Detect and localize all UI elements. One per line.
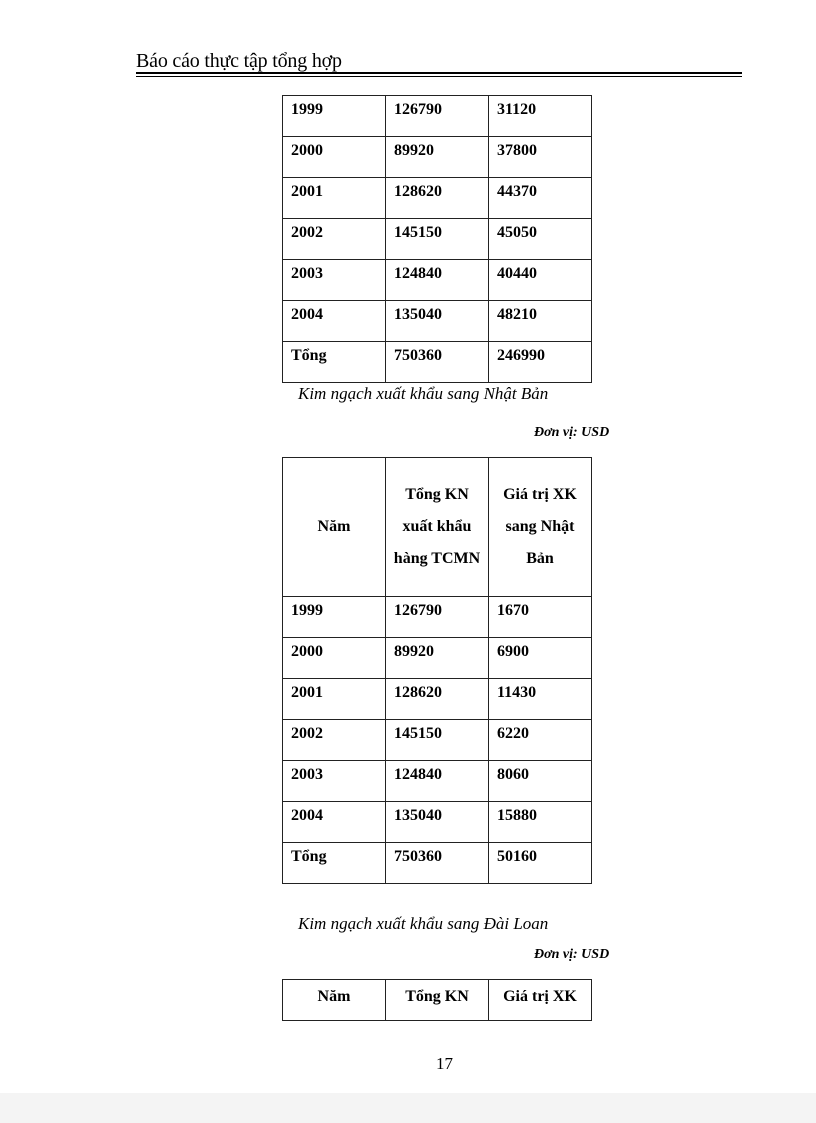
table-export-taiwan — [282, 979, 592, 1021]
table-row — [283, 137, 592, 178]
page-bottom-margin — [0, 1093, 816, 1123]
column-header-export-value: Giá trị XK — [489, 980, 592, 1021]
table-caption-japan: Kim ngạch xuất khẩu sang Nhật Bản — [298, 384, 549, 403]
unit-label: Đơn vị: USD — [534, 947, 610, 962]
total-export-cell: 750360 — [386, 843, 489, 884]
total-export-cell: 128620 — [386, 679, 489, 720]
export-value-cell: 1670 — [489, 597, 592, 638]
table-row — [283, 638, 592, 679]
export-value-cell: 31120 — [489, 96, 592, 137]
export-value-cell: 246990 — [489, 342, 592, 383]
table-header-row — [283, 980, 592, 1021]
year-cell: 2001 — [283, 679, 386, 720]
year-cell: 1999 — [283, 96, 386, 137]
column-header-total-export: Tổng KN xuất khẩu hàng TCMN — [386, 458, 489, 597]
table-row — [283, 597, 592, 638]
export-value-cell: 40440 — [489, 260, 592, 301]
unit-label: Đơn vị: USD — [534, 425, 610, 440]
table-row — [283, 761, 592, 802]
column-header-export-value: Giá trị XK sang Nhật Bản — [489, 458, 592, 597]
total-export-cell: 128620 — [386, 178, 489, 219]
table-row — [283, 178, 592, 219]
total-export-cell: 135040 — [386, 802, 489, 843]
total-export-cell: 124840 — [386, 260, 489, 301]
column-header-year: Năm — [283, 458, 386, 597]
total-export-cell: 135040 — [386, 301, 489, 342]
year-cell: 2000 — [283, 638, 386, 679]
total-export-cell: 126790 — [386, 597, 489, 638]
total-export-cell: 89920 — [386, 638, 489, 679]
total-label-cell: Tổng — [283, 342, 386, 383]
total-export-cell: 124840 — [386, 761, 489, 802]
table-row-total — [283, 843, 592, 884]
year-cell: 1999 — [283, 597, 386, 638]
page-number: 17 — [436, 1054, 453, 1073]
export-value-cell: 44370 — [489, 178, 592, 219]
table-row-total — [283, 342, 592, 383]
table-caption-taiwan: Kim ngạch xuất khẩu sang Đài Loan — [298, 914, 549, 933]
export-value-cell: 6220 — [489, 720, 592, 761]
column-header-year: Năm — [283, 980, 386, 1021]
total-export-cell: 89920 — [386, 137, 489, 178]
header-rule-thin — [136, 76, 742, 77]
total-export-cell: 750360 — [386, 342, 489, 383]
year-cell: 2003 — [283, 260, 386, 301]
total-export-cell: 145150 — [386, 219, 489, 260]
export-value-cell: 45050 — [489, 219, 592, 260]
table-row — [283, 260, 592, 301]
table-export-japan — [282, 457, 592, 884]
export-value-cell: 48210 — [489, 301, 592, 342]
table-row — [283, 720, 592, 761]
year-cell: 2004 — [283, 301, 386, 342]
total-label-cell: Tổng — [283, 843, 386, 884]
table-row — [283, 679, 592, 720]
table-row — [283, 219, 592, 260]
header-rule-thick — [136, 72, 742, 74]
column-header-total-export: Tổng KN — [386, 980, 489, 1021]
table-export-summary — [282, 95, 592, 383]
export-value-cell: 37800 — [489, 137, 592, 178]
export-value-cell: 6900 — [489, 638, 592, 679]
year-cell: 2002 — [283, 720, 386, 761]
total-export-cell: 145150 — [386, 720, 489, 761]
page-header-title: Báo cáo thực tập tổng hợp — [136, 50, 342, 72]
table-row — [283, 301, 592, 342]
year-cell: 2003 — [283, 761, 386, 802]
table-row — [283, 96, 592, 137]
export-value-cell: 50160 — [489, 843, 592, 884]
table-row — [283, 802, 592, 843]
export-value-cell: 15880 — [489, 802, 592, 843]
year-cell: 2000 — [283, 137, 386, 178]
year-cell: 2002 — [283, 219, 386, 260]
year-cell: 2004 — [283, 802, 386, 843]
total-export-cell: 126790 — [386, 96, 489, 137]
table-header-row — [283, 458, 592, 597]
export-value-cell: 11430 — [489, 679, 592, 720]
export-value-cell: 8060 — [489, 761, 592, 802]
year-cell: 2001 — [283, 178, 386, 219]
